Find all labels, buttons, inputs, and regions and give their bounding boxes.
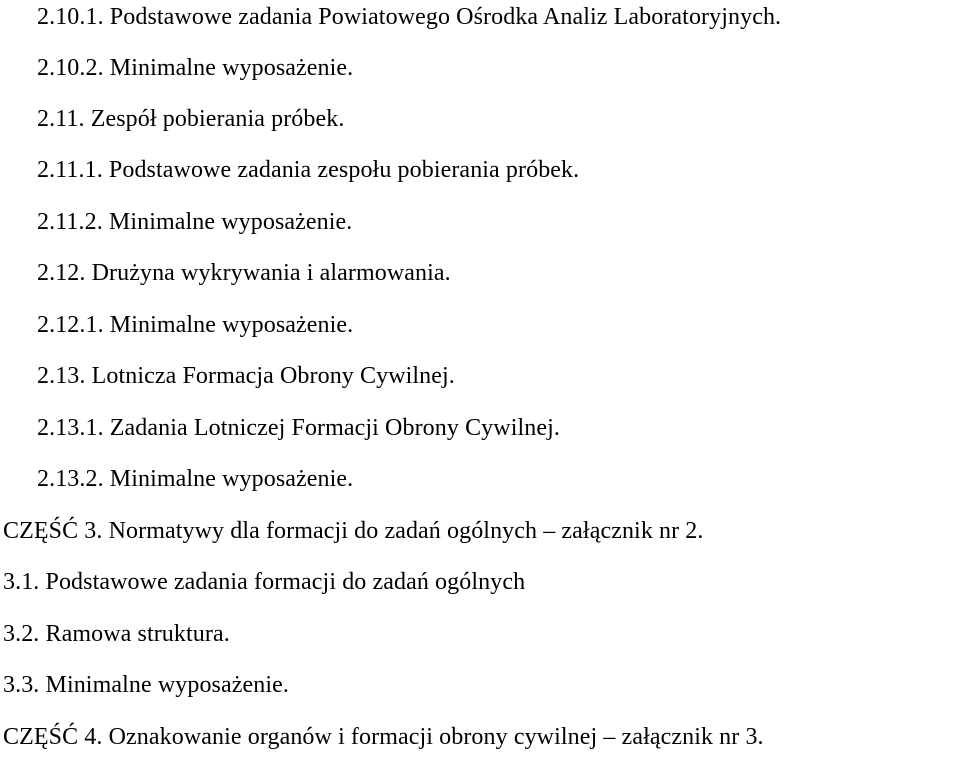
toc-line-2-11-2: 2.11.2. Minimalne wyposażenie. xyxy=(37,209,353,235)
toc-line-2-11: 2.11. Zespół pobierania próbek. xyxy=(37,106,345,132)
toc-line-2-12-1: 2.12.1. Minimalne wyposażenie. xyxy=(37,312,354,338)
toc-line-2-12: 2.12. Drużyna wykrywania i alarmowania. xyxy=(37,260,451,286)
toc-line-2-11-1: 2.11.1. Podstawowe zadania zespołu pobierania próbek. xyxy=(37,157,580,183)
toc-line-3-3: 3.3. Minimalne wyposażenie. xyxy=(3,672,289,698)
toc-line-2-13-1: 2.13.1. Zadania Lotniczej Formacji Obrony Cywilnej. xyxy=(37,415,560,441)
toc-line-3-1: 3.1. Podstawowe zadania formacji do zadań ogólnych xyxy=(3,569,526,595)
toc-line-2-10-2: 2.10.2. Minimalne wyposażenie. xyxy=(37,55,354,81)
toc-line-2-10-1: 2.10.1. Podstawowe zadania Powiatowego Ośrodka Analiz Laboratoryjnych. xyxy=(37,4,782,30)
toc-line-2-13-2: 2.13.2. Minimalne wyposażenie. xyxy=(37,466,354,492)
toc-line-2-13: 2.13. Lotnicza Formacja Obrony Cywilnej. xyxy=(37,363,455,389)
toc-line-3-2: 3.2. Ramowa struktura. xyxy=(3,621,230,647)
toc-line-part-4: CZĘŚĆ 4. Oznakowanie organów i formacji obrony cywilnej – załącznik nr 3. xyxy=(3,724,764,750)
toc-line-part-3: CZĘŚĆ 3. Normatywy dla formacji do zadań ogólnych – załącznik nr 2. xyxy=(3,518,704,544)
